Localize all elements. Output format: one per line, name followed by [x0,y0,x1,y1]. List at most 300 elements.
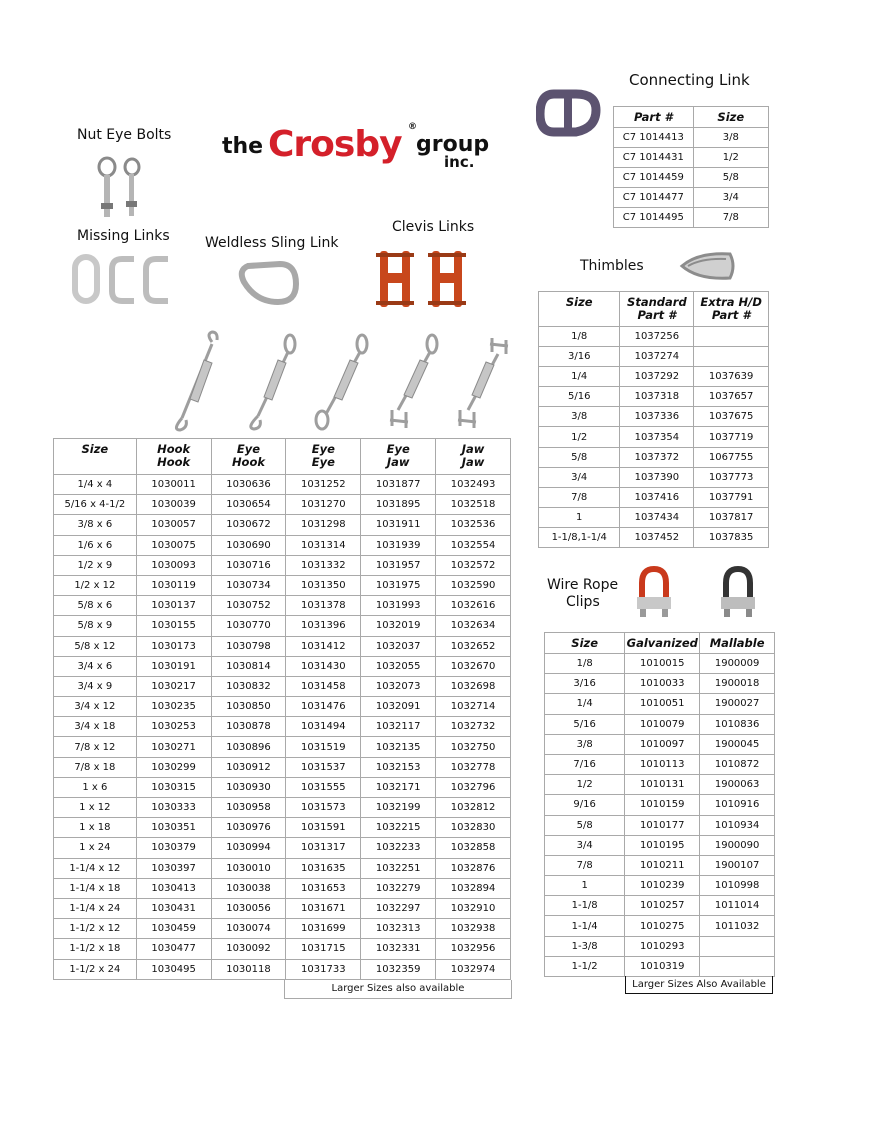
table-cell: 1010211 [625,855,700,875]
header-line: Eye [311,442,335,456]
table-cell: 1 [545,876,625,896]
table-cell: 1010836 [700,714,775,734]
table-row [545,775,775,795]
table-cell: 1 x 18 [54,818,137,838]
table-cell: 1030271 [136,737,211,757]
table-cell: 1031671 [286,898,361,918]
table-cell: 5/16 [539,387,620,407]
table-cell: 7/16 [545,754,625,774]
table-cell: 1031314 [286,535,361,555]
table-cell: 1030716 [211,555,286,575]
weldless-sling-link-image [236,258,301,308]
table-cell: 1-1/2 x 12 [54,919,137,939]
table-row [54,616,511,636]
table-cell: 1030010 [211,858,286,878]
table-cell: 1030770 [211,616,286,636]
table-row [54,495,511,515]
table-cell: 1010113 [625,754,700,774]
table-row [54,555,511,575]
table-cell: 1/8 [539,327,620,347]
table-cell: 1032910 [436,898,511,918]
logo-group: group [416,132,490,157]
table-cell: 1037835 [694,527,769,547]
table-row [539,347,769,367]
table-row [54,515,511,535]
table-cell: 1031877 [361,475,436,495]
clevis-links-heading: Clevis Links [392,219,475,235]
table-cell: 1-3/8 [545,936,625,956]
table-cell: 1032858 [436,838,511,858]
table-row [54,737,511,757]
table-cell: 1030878 [211,717,286,737]
table-cell: 1030217 [136,676,211,696]
table-cell: 1031430 [286,656,361,676]
wire-rope-clips-table [544,632,775,977]
table-cell: 1030253 [136,717,211,737]
tb-header-0 [54,439,137,475]
table-cell: 1010934 [700,815,775,835]
header-line: Size [81,442,109,456]
table-cell: 1030118 [211,959,286,979]
table-cell: 3/16 [539,347,620,367]
tb-header-2 [211,439,286,475]
table-row [545,835,775,855]
table-cell: 1-1/2 x 18 [54,939,137,959]
table-cell: 1031939 [361,535,436,555]
connecting-link-image [536,88,604,140]
logo-brand: Crosby [268,124,402,165]
connecting-link-table [613,106,769,228]
table-cell: 5/8 x 9 [54,616,137,636]
table-cell: 1030459 [136,919,211,939]
tb-header-1 [136,439,211,475]
table-cell: 1-1/4 x 18 [54,878,137,898]
table-cell: 1032359 [361,959,436,979]
table-cell: 1/2 x 9 [54,555,137,575]
table-cell [694,347,769,367]
table-cell: 1037675 [694,407,769,427]
table-row [614,188,769,208]
table-cell: 1030912 [211,757,286,777]
weldless-sling-link-heading: Weldless Sling Link [205,235,339,251]
table-row [54,898,511,918]
malleable-clip-image [718,565,758,620]
table-cell: 1010872 [700,754,775,774]
table-cell: 1030958 [211,798,286,818]
table-row [54,757,511,777]
table-cell: 1032313 [361,919,436,939]
table-cell: 1030431 [136,898,211,918]
tb-header-4 [361,439,436,475]
table-cell: C7 1014413 [614,128,694,148]
table-row [539,387,769,407]
table-cell: 1030038 [211,878,286,898]
table-cell: 1010159 [625,795,700,815]
table-row [545,855,775,875]
table-cell: 3/4 [693,188,768,208]
table-cell: 1030477 [136,939,211,959]
table-row [545,654,775,674]
table-cell: 3/8 [539,407,620,427]
table-cell: 1030734 [211,575,286,595]
table-cell: 1031519 [286,737,361,757]
table-cell: 1-1/2 [545,956,625,976]
wc-header-1: Galvanized [625,633,700,654]
table-row [54,939,511,959]
table-cell: 1030333 [136,798,211,818]
table-row [54,676,511,696]
table-cell: 1032091 [361,697,436,717]
table-cell: 1/2 [693,148,768,168]
table-row [54,818,511,838]
table-row [545,815,775,835]
tb-header-5 [436,439,511,475]
table-cell: 1032894 [436,878,511,898]
table-cell: 5/8 [545,815,625,835]
table-cell: 1031895 [361,495,436,515]
header-line: Jaw [461,442,485,456]
table-cell: 3/16 [545,674,625,694]
table-row [54,959,511,979]
table-cell: 1030119 [136,575,211,595]
table-cell: 1900009 [700,654,775,674]
table-cell: 1030315 [136,777,211,797]
table-cell: 1030896 [211,737,286,757]
table-cell: 1032572 [436,555,511,575]
table-row [54,575,511,595]
table-cell: C7 1014431 [614,148,694,168]
table-row [539,407,769,427]
table-cell: 5/16 x 4-1/2 [54,495,137,515]
table-cell: 1037274 [620,347,694,367]
table-cell: 1011032 [700,916,775,936]
table-cell: 5/8 [539,447,620,467]
table-cell: 1032830 [436,818,511,838]
table-cell: C7 1014477 [614,188,694,208]
table-row [614,168,769,188]
table-cell: 1032251 [361,858,436,878]
cl-header-0: Part # [614,107,694,128]
table-cell: 3/4 x 18 [54,717,137,737]
table-cell: 1010916 [700,795,775,815]
table-row [54,717,511,737]
table-cell: 1031573 [286,798,361,818]
table-cell: 1032215 [361,818,436,838]
table-row [54,777,511,797]
table-cell: 1/4 [545,694,625,714]
table-cell: 3/8 [545,734,625,754]
thimbles-image [678,248,740,284]
table-cell: 3/4 [539,467,620,487]
table-cell: 3/4 [545,835,625,855]
table-cell: 3/8 x 6 [54,515,137,535]
table-cell: 1037791 [694,487,769,507]
thimbles-heading: Thimbles [580,258,644,274]
table-cell: 1030397 [136,858,211,878]
table-cell: 5/16 [545,714,625,734]
table-row [54,636,511,656]
table-cell: 1030056 [211,898,286,918]
missing-links-heading: Missing Links [77,228,170,244]
table-cell: 1032536 [436,515,511,535]
table-cell: 1030495 [136,959,211,979]
table-row [545,956,775,976]
table-cell: 1032956 [436,939,511,959]
table-cell: 1032135 [361,737,436,757]
table-cell: 1030074 [211,919,286,939]
header-line: Part # [711,308,751,322]
header-line: Eye [236,442,261,456]
table-cell: 1010293 [625,936,700,956]
connecting-link-heading: Connecting Link [629,71,750,89]
table-row [545,936,775,956]
table-row [54,838,511,858]
table-cell: 7/8 [693,208,768,228]
table-cell: 1032233 [361,838,436,858]
table-cell: 1030752 [211,596,286,616]
table-row [545,795,775,815]
table-cell: 1032171 [361,777,436,797]
table-row [539,447,769,467]
table-cell: 1032778 [436,757,511,777]
table-cell: 1032019 [361,616,436,636]
table-cell: 1030379 [136,838,211,858]
table-cell: 1010239 [625,876,700,896]
clips-larger-sizes-note: Larger Sizes Also Available [625,976,773,994]
table-cell: 1/2 [545,775,625,795]
table-cell: 1031591 [286,818,361,838]
table-cell: 1037292 [620,367,694,387]
table-cell: 1032670 [436,656,511,676]
table-cell: 1037256 [620,327,694,347]
table-row [539,367,769,387]
table-cell: 7/8 x 12 [54,737,137,757]
table-cell: 3/4 x 12 [54,697,137,717]
table-cell: 1037434 [620,507,694,527]
table-cell: 1-1/4 [545,916,625,936]
table-cell: 1030814 [211,656,286,676]
table-cell: 7/8 [545,855,625,875]
tb-header-3 [286,439,361,475]
table-cell: 1030976 [211,818,286,838]
table-cell: 1031555 [286,777,361,797]
table-cell: 7/8 x 18 [54,757,137,777]
header-line: Hook [157,442,191,456]
table-cell: 1032938 [436,919,511,939]
table-row [614,148,769,168]
table-cell: 9/16 [545,795,625,815]
table-cell: 1032518 [436,495,511,515]
table-cell: 1032652 [436,636,511,656]
table-row [614,128,769,148]
table-cell: 1030173 [136,636,211,656]
turnbuckle-larger-sizes-note: Larger Sizes also available [284,980,512,999]
table-cell: 1/8 [545,654,625,674]
table-cell: 1030690 [211,535,286,555]
table-cell: 1032073 [361,676,436,696]
table-row [545,734,775,754]
table-cell: 1031412 [286,636,361,656]
table-cell: 1037719 [694,427,769,447]
table-cell: 1037657 [694,387,769,407]
table-row [545,896,775,916]
table-cell: 1032876 [436,858,511,878]
table-cell [694,327,769,347]
table-cell: 1/2 x 12 [54,575,137,595]
table-cell: 1 x 24 [54,838,137,858]
table-cell: 5/8 x 12 [54,636,137,656]
table-row [54,475,511,495]
table-cell: 1031957 [361,555,436,575]
table-cell: 1010998 [700,876,775,896]
table-cell: 1031396 [286,616,361,636]
table-cell: 1010131 [625,775,700,795]
table-cell: 1032279 [361,878,436,898]
table-row [545,876,775,896]
turnbuckle-table [53,438,511,980]
table-cell: 1037639 [694,367,769,387]
clevis-links-image [376,245,476,315]
table-cell: 1031378 [286,596,361,616]
table-cell: 1031458 [286,676,361,696]
table-cell: 1037372 [620,447,694,467]
table-cell: 1 [539,507,620,527]
table-cell: 1031993 [361,596,436,616]
table-cell: 1-1/4 x 24 [54,898,137,918]
table-row [545,754,775,774]
table-cell [700,936,775,956]
table-row [54,535,511,555]
table-cell: 1030092 [211,939,286,959]
table-cell: 1/2 [539,427,620,447]
table-cell: 1037452 [620,527,694,547]
turnbuckles-image [162,330,522,435]
table-row [545,694,775,714]
header-line: Jaw [461,455,485,469]
table-cell: 1030994 [211,838,286,858]
header-line: Eye [386,442,410,456]
table-cell: 1010195 [625,835,700,855]
table-cell: 1031317 [286,838,361,858]
missing-links-image [72,253,177,305]
table-cell: 1030137 [136,596,211,616]
table-cell: 1032796 [436,777,511,797]
header-line: Jaw [386,455,410,469]
table-cell: 1010319 [625,956,700,976]
table-cell: 1031537 [286,757,361,777]
table-cell: 1031252 [286,475,361,495]
th-header-1 [620,292,694,327]
table-cell: 1032732 [436,717,511,737]
table-row [54,656,511,676]
th-header-0 [539,292,620,327]
table-cell: 3/4 x 9 [54,676,137,696]
table-cell: 1031733 [286,959,361,979]
crosby-logo [220,118,495,178]
wire-rope-heading: Wire Rope [547,577,619,593]
table-cell: 1/4 x 4 [54,475,137,495]
table-cell: 1030075 [136,535,211,555]
table-cell: 1032974 [436,959,511,979]
table-cell: 1 x 12 [54,798,137,818]
table-cell: 1010033 [625,674,700,694]
table-cell: 1032616 [436,596,511,616]
clips-heading: Clips [566,594,600,610]
logo-the: the [222,134,264,159]
galvanized-clip-image [634,565,674,620]
wc-header-2: Mallable [700,633,775,654]
table-row [54,798,511,818]
table-cell: 1031975 [361,575,436,595]
table-cell: 1-1/4 x 12 [54,858,137,878]
table-cell: 1900107 [700,855,775,875]
header-line: Standard [627,295,687,309]
table-cell: 1037336 [620,407,694,427]
table-cell [700,956,775,976]
table-row [539,507,769,527]
table-cell: 1031911 [361,515,436,535]
table-cell: 1030672 [211,515,286,535]
table-cell: 1030798 [211,636,286,656]
table-cell: 1031494 [286,717,361,737]
table-cell: 5/8 x 6 [54,596,137,616]
logo-registered: ® [408,122,417,132]
table-cell: 1030011 [136,475,211,495]
table-cell: 1032199 [361,798,436,818]
table-cell: 3/8 [693,128,768,148]
cl-header-1: Size [693,107,768,128]
table-cell: 1010257 [625,896,700,916]
table-cell: 1037773 [694,467,769,487]
table-row [539,487,769,507]
table-row [539,327,769,347]
table-cell: 1031653 [286,878,361,898]
table-cell: 1032037 [361,636,436,656]
table-cell: 1030191 [136,656,211,676]
table-cell: 1010097 [625,734,700,754]
table-row [539,427,769,447]
nut-eye-bolts-image [92,155,152,225]
table-cell: 1/4 [539,367,620,387]
table-cell: 1037354 [620,427,694,447]
table-cell: C7 1014459 [614,168,694,188]
table-cell: 1031476 [286,697,361,717]
table-cell: 1032055 [361,656,436,676]
table-cell: 1030636 [211,475,286,495]
thimbles-table [538,291,769,548]
wc-header-0: Size [545,633,625,654]
table-cell: 1030850 [211,697,286,717]
table-row [614,208,769,228]
table-cell: 1010051 [625,694,700,714]
table-cell: 1032590 [436,575,511,595]
table-row [54,919,511,939]
table-cell: 1032750 [436,737,511,757]
table-cell: 1037416 [620,487,694,507]
table-cell: 1900018 [700,674,775,694]
table-cell: 1-1/2 x 24 [54,959,137,979]
table-cell: 1010275 [625,916,700,936]
table-cell: 1900090 [700,835,775,855]
header-line: Size [565,295,593,309]
table-cell: 1032153 [361,757,436,777]
table-cell: 1031699 [286,919,361,939]
table-row [54,858,511,878]
table-row [539,467,769,487]
table-row [54,596,511,616]
table-cell: 1037817 [694,507,769,527]
table-cell: 1030413 [136,878,211,898]
